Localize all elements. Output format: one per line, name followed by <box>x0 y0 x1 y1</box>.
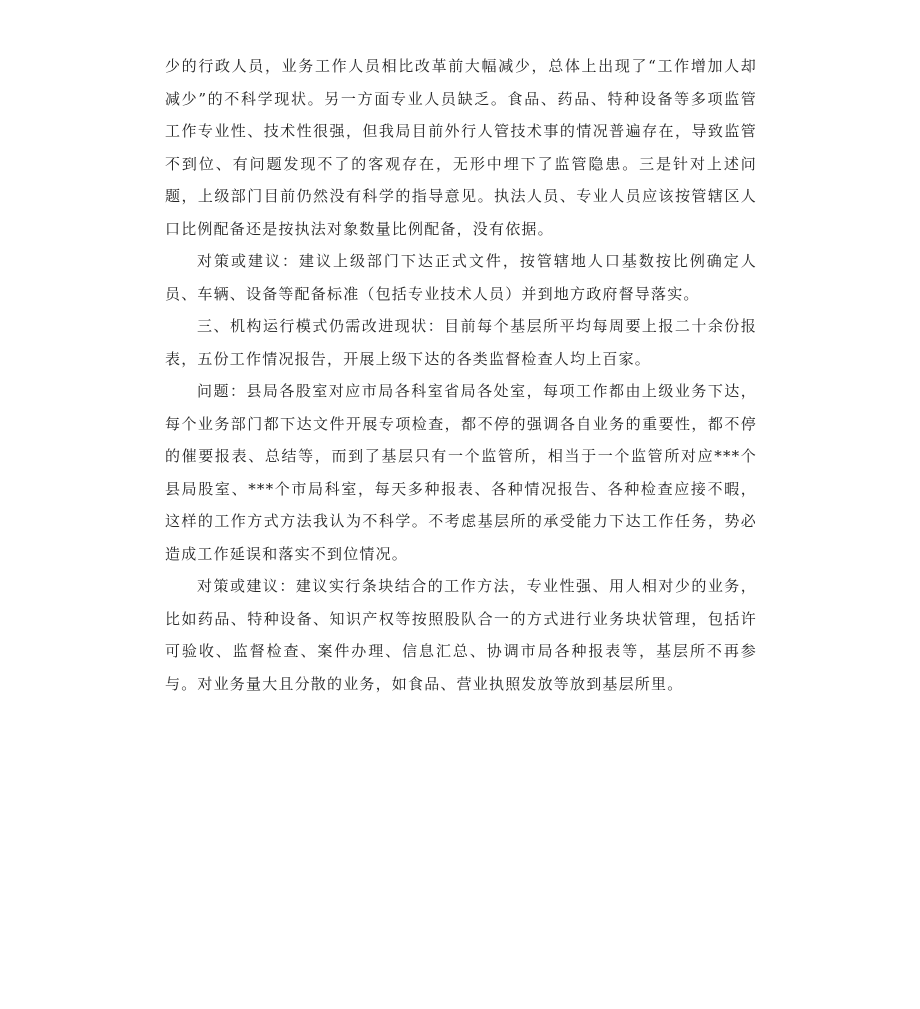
document-body <box>165 50 757 700</box>
paragraph-3: 三、机构运行模式仍需改进现状：目前每个基层所平均每周要上报二十余份报表，五份工作情况报告，开展上级下达的各类监督检查人均上百家。 <box>165 317 757 368</box>
paragraph-1: 少的行政人员，业务工作人员相比改革前大幅减少，总体上出现了“工作增加人却减少”的不科学现状。另一方面专业人员缺乏。食品、药品、特种设备等多项监管工作专业性、技术性很强，但我局目前外行人管技术事的情况普遍存在，导致监管不到位、有问题发现不了的客观存在，无形中埋下了监管隐患。三是针对上述问题，上级部门目前仍然没有科学的指导意见。执法人员、专业人员应该按管辖区人口比例配备还是按执法对象数量比例配备，没有依据。 <box>165 57 757 238</box>
paragraph-4: 问题：县局各股室对应市局各科室省局各处室，每项工作都由上级业务下达，每个业务部门都下达文件开展专项检查，都不停的强调各自业务的重要性，都不停的催要报表、总结等，而到了基层只有一个监管所，相当于一个监管所对应***个县局股室、***个市局科室，每天多种报表、各种情况报告、各种检查应接不暇，这样的工作方式方法我认为不科学。不考虑基层所的承受能力下达工作任务，势必造成工作延误和落实不到位情况。 <box>165 382 757 563</box>
paragraph-2: 对策或建议：建议上级部门下达正式文件，按管辖地人口基数按比例确定人员、车辆、设备等配备标准（包括专业技术人员）并到地方政府督导落实。 <box>165 252 757 303</box>
paragraph-5: 对策或建议：建议实行条块结合的工作方法，专业性强、用人相对少的业务，比如药品、特种设备、知识产权等按照股队合一的方式进行业务块状管理，包括许可验收、监督检查、案件办理、信息汇总、协调市局各种报表等，基层所不再参与。对业务量大且分散的业务，如食品、营业执照发放等放到基层所里。 <box>165 577 757 693</box>
